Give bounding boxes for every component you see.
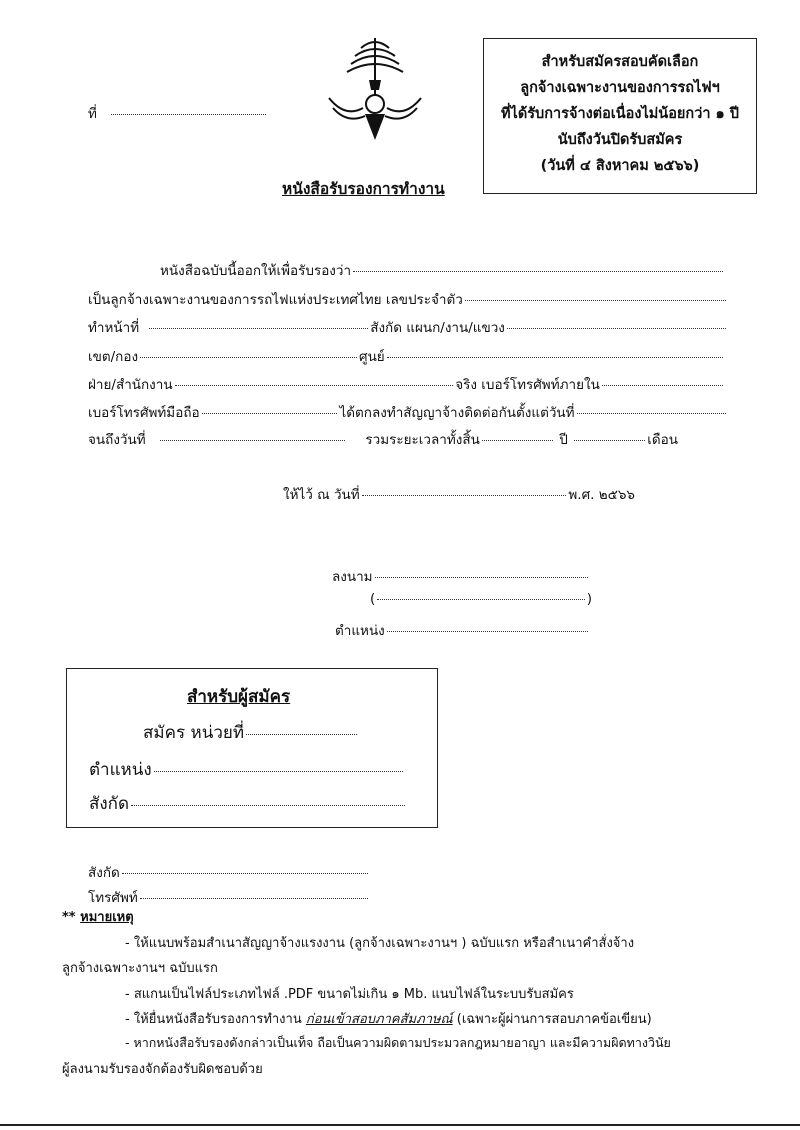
employee-name-field[interactable] — [353, 271, 723, 272]
internal-phone-label: จริง เบอร์โทรศัพท์ภายใน — [455, 377, 600, 393]
signer-position-label: ตำแหน่ง — [335, 623, 385, 639]
notice-line: ลูกจ้างเฉพาะงานของการรถไฟฯ — [520, 80, 720, 96]
center-label: ศูนย์ — [359, 349, 385, 365]
start-date-field[interactable] — [577, 413, 726, 414]
applied-affiliation-label: สังกัด — [89, 794, 130, 814]
given-date-field[interactable] — [362, 495, 567, 496]
months-label: เดือน — [647, 432, 678, 448]
note-3-text: - ให้ยื่นหนังสือรับรองการทำงาน — [125, 1012, 306, 1027]
months-field[interactable] — [574, 440, 645, 441]
signer-position-field[interactable] — [387, 631, 588, 632]
notice-box — [483, 38, 757, 194]
division-label: เขต/กอง — [88, 349, 139, 365]
internal-phone-field[interactable] — [602, 385, 723, 386]
applicant-box-title: สำหรับผู้สมัคร — [187, 687, 291, 707]
years-label: ปี — [559, 432, 568, 448]
signature-label: ลงนาม — [332, 569, 373, 585]
note-3-paren: (เฉพาะผู้ผ่านการสอบภาคข้อเขียน) — [452, 1012, 652, 1027]
bottom-rule — [0, 1124, 800, 1126]
unit-label: สมัคร หน่วยที่ — [143, 723, 245, 743]
contact-affiliation-field[interactable] — [122, 873, 368, 874]
mobile-field[interactable] — [202, 413, 338, 414]
contact-phone-label: โทรศัพท์ — [88, 890, 138, 906]
notes-heading: หมายเหตุ — [80, 910, 134, 925]
note-2: - สแกนเป็นไฟล์ประเภทไฟล์ .PDF ขนาดไม่เกิน ๑ Mb. แนบไฟล์ในระบบรับสมัคร — [125, 987, 574, 1002]
doc-number-line — [88, 102, 268, 124]
employee-id-label: เป็นลูกจ้างเฉพาะงานของการรถไฟแห่งประเทศไทย เลขประจำตัว — [88, 292, 463, 308]
center-field[interactable] — [387, 357, 723, 358]
section-field[interactable] — [507, 328, 726, 329]
note-3-emphasis: ก่อนเข้าสอบภาคสัมภาษณ์ — [305, 1012, 453, 1027]
note-1-cont: ลูกจ้างเฉพาะงานฯ ฉบับแรก — [62, 961, 218, 976]
note-4-cont: ผู้ลงนามรับรองจักต้องรับผิดชอบด้วย — [62, 1062, 263, 1077]
mobile-label: เบอร์โทรศัพท์มือถือ — [88, 405, 200, 421]
applied-position-label: ตำแหน่ง — [89, 760, 152, 780]
contact-affiliation-label: สังกัด — [88, 865, 120, 881]
total-duration-label: รวมระยะเวลาทั้งสิ้น — [365, 432, 480, 448]
notice-line: นับถึงวันปิดรับสมัคร — [557, 132, 683, 148]
certify-label: หนังสือฉบับนี้ออกให้เพื่อรับรองว่า — [160, 263, 352, 279]
signature-field[interactable] — [375, 577, 588, 578]
applicant-box — [66, 668, 438, 828]
role-label: ทำหน้าที่ — [88, 320, 140, 336]
doc-number-field[interactable] — [111, 114, 266, 115]
page-title: หนังสือรับรองการทำงาน — [282, 180, 445, 198]
open-paren: ( — [370, 591, 376, 607]
years-field[interactable] — [482, 440, 553, 441]
close-paren: ) — [586, 591, 592, 607]
notice-line: (วันที่ ๔ สิงหาคม ๒๕๖๖) — [540, 158, 700, 174]
department-field[interactable] — [175, 385, 454, 386]
employee-id-field[interactable] — [465, 300, 726, 301]
srt-emblem-logo — [325, 34, 425, 144]
doc-number-label: ที่ — [88, 106, 97, 122]
unit-field[interactable] — [246, 734, 357, 735]
note-4: - หากหนังสือรับรองดังกล่าวเป็นเท็จ ถือเป็นความผิดตามประมวลกฎหมายอาญา และมีความผิดทางวินัย — [125, 1035, 671, 1050]
signer-name-field[interactable] — [377, 599, 584, 600]
note-1: - ให้แนบพร้อมสำเนาสัญญาจ้างแรงงาน (ลูกจ้างเฉพาะงานฯ ) ฉบับแรก หรือสำเนาคำสั่งจ้าง — [125, 936, 635, 951]
end-date-label: จนถึงวันที่ — [88, 432, 146, 448]
note-3 — [125, 1008, 652, 1029]
given-date-label: ให้ไว้ ณ วันที่ — [283, 487, 360, 503]
start-date-label: ได้ตกลงทำสัญญาจ้างติดต่อกันตั้งแต่วันที่ — [339, 405, 575, 421]
notice-line: สำหรับสมัครสอบคัดเลือก — [541, 54, 699, 70]
role-field[interactable] — [149, 328, 368, 329]
notes-prefix: ** — [62, 910, 76, 925]
department-label: ฝ่าย/สำนักงาน — [88, 377, 173, 393]
contact-phone-field[interactable] — [140, 898, 368, 899]
applied-position-field[interactable] — [154, 771, 403, 772]
division-field[interactable] — [140, 357, 357, 358]
section-label: สังกัด แผนก/งาน/แขวง — [370, 320, 505, 336]
applied-affiliation-field[interactable] — [131, 805, 405, 806]
end-date-field[interactable] — [160, 440, 346, 441]
given-year: พ.ศ. ๒๕๖๖ — [568, 487, 635, 503]
notice-line: ที่ได้รับการจ้างต่อเนื่องไม่น้อยกว่า ๑ ปี — [500, 106, 739, 122]
